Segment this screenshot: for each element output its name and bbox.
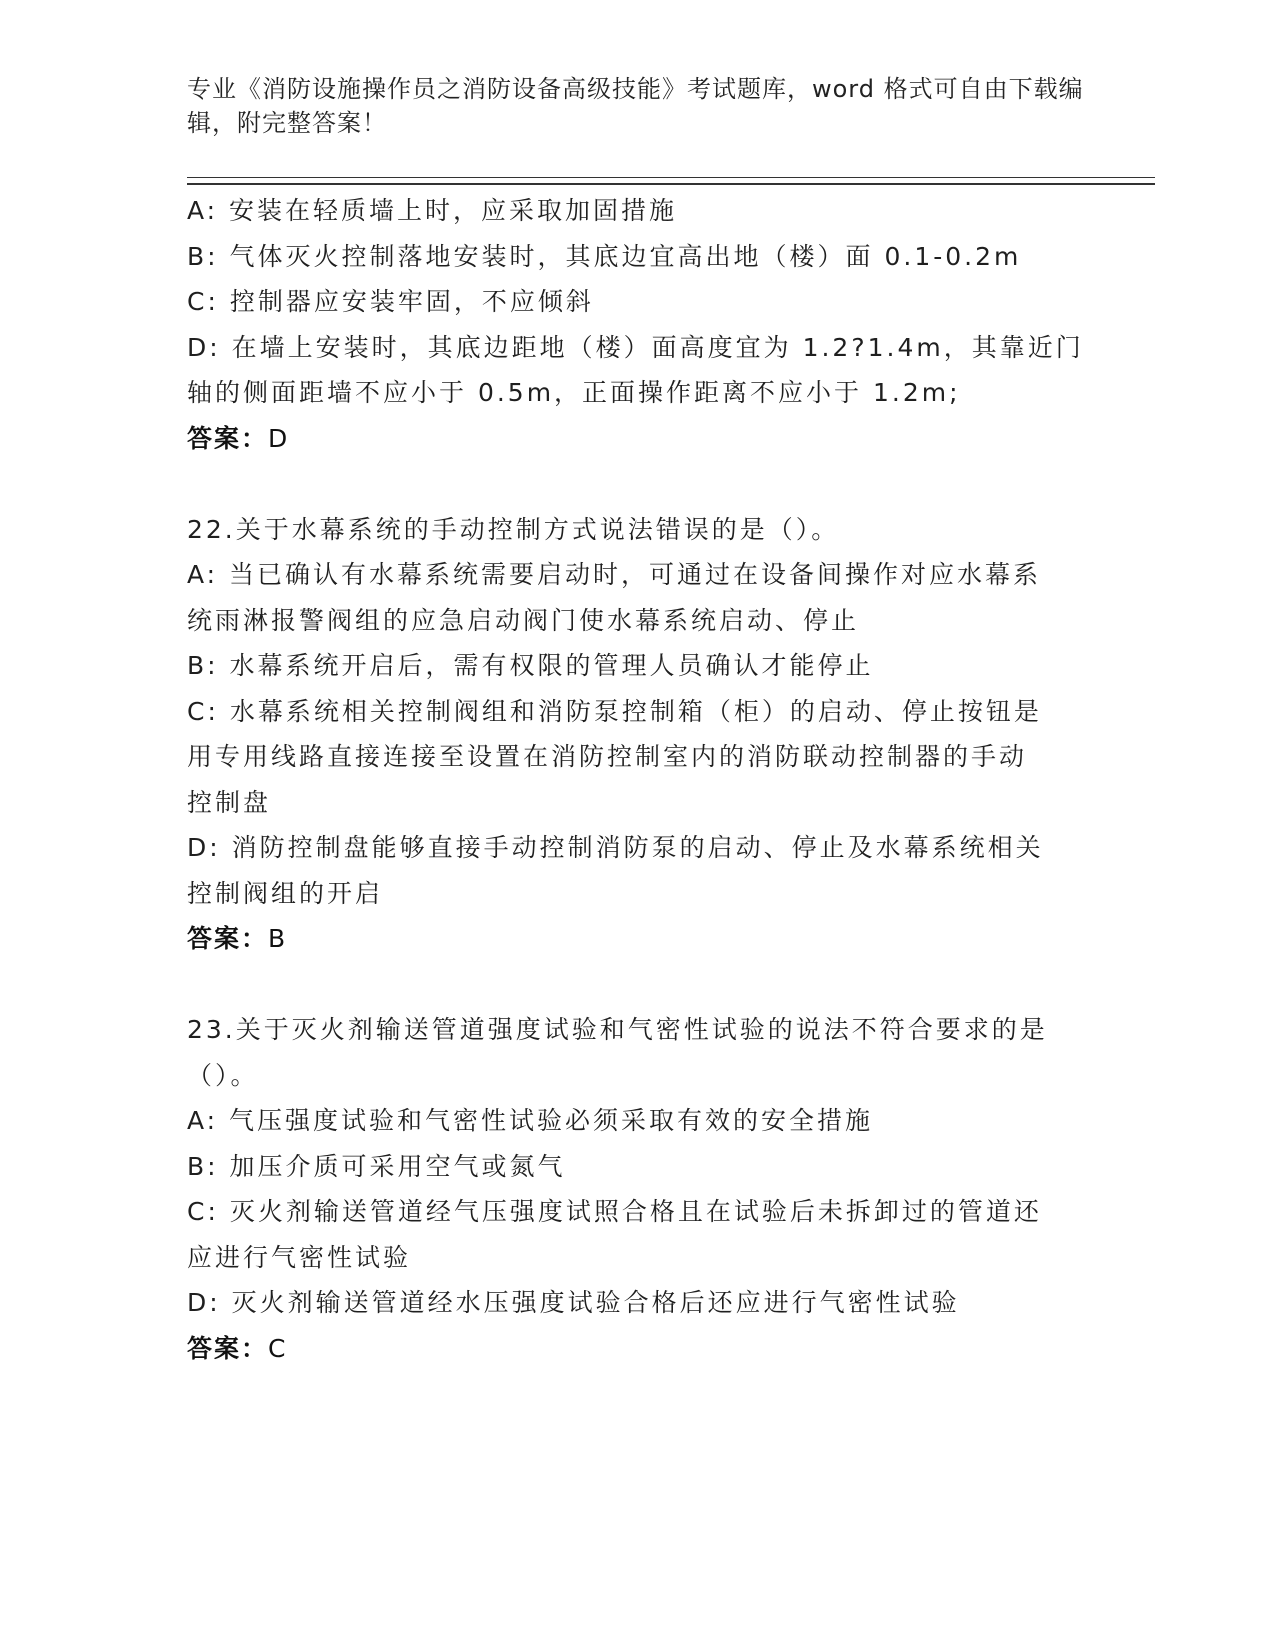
- document-body: [187, 188, 1087, 1371]
- answer: [187, 916, 1087, 962]
- option-c-continued: 应进行气密性试验: [187, 1242, 412, 1272]
- answer-label: 答案：: [187, 924, 269, 953]
- option-a: A: 当已确认有水幕系统需要启动时，可通过在设备间操作对应水幕系: [187, 560, 1042, 589]
- answer-value: D: [268, 423, 290, 453]
- option-b: B: 加压介质可采用空气或氮气: [187, 1151, 566, 1181]
- page-header: [187, 72, 1087, 140]
- option-a-continued: 统雨淋报警阀组的应急启动阀门使水幕系统启动、停止: [187, 605, 860, 635]
- answer-value: C: [268, 1333, 288, 1363]
- spacer: [187, 962, 1087, 1008]
- option-c-continued-2: 控制盘: [187, 787, 272, 817]
- answer: [187, 416, 1087, 462]
- option-d: D: 灭火剂输送管道经水压强度试验合格后还应进行气密性试验: [187, 1288, 960, 1317]
- question-text-continued: （）。: [187, 1060, 259, 1090]
- question-text: 23.关于灭火剂输送管道强度试验和气密性试验的说法不符合要求的是: [187, 1015, 1048, 1044]
- option-a: A: 安装在轻质墙上时，应采取加固措施: [187, 196, 678, 225]
- answer-label: 答案：: [187, 1333, 269, 1363]
- option-a: A: 气压强度试验和气密性试验必须采取有效的安全措施: [187, 1106, 874, 1135]
- question-block-22: [187, 507, 1087, 962]
- option-d-continued: 轴的侧面距墙不应小于 0.5m，正面操作距离不应小于 1.2m;: [187, 378, 961, 407]
- question-block-23: [187, 1007, 1087, 1371]
- answer: [187, 1326, 1087, 1372]
- option-b: B: 水幕系统开启后，需有权限的管理人员确认才能停止: [187, 651, 874, 680]
- header-line-1: 专业《消防设施操作员之消防设备高级技能》考试题库，word 格式可自由下载编: [187, 75, 1084, 103]
- option-d-continued: 控制阀组的开启: [187, 878, 384, 908]
- option-c-continued: 用专用线路直接连接至设置在消防控制室内的消防联动控制器的手动: [187, 742, 1028, 771]
- option-c: C: 控制器应安装牢固，不应倾斜: [187, 287, 594, 316]
- option-d: D: 消防控制盘能够直接手动控制消防泵的启动、停止及水幕系统相关: [187, 833, 1044, 862]
- option-d: D: 在墙上安装时，其底边距地（楼）面高度宜为 1.2?1.4m，其靠近门: [187, 332, 1084, 362]
- question-block-21: [187, 188, 1087, 461]
- option-b: B: 气体灭火控制落地安装时，其底边宜高出地（楼）面 0.1-0.2m: [187, 241, 1022, 271]
- header-divider: [187, 177, 1155, 185]
- option-c: C: 水幕系统相关控制阀组和消防泵控制箱（柜）的启动、停止按钮是: [187, 696, 1042, 726]
- header-line-2: 辑，附完整答案！: [187, 109, 387, 137]
- spacer: [187, 461, 1087, 507]
- answer-label: 答案：: [187, 423, 269, 453]
- answer-value: B: [268, 924, 288, 953]
- question-text: 22.关于水幕系统的手动控制方式说法错误的是（）。: [187, 514, 840, 544]
- option-c: C: 灭火剂输送管道经气压强度试照合格且在试验后未拆卸过的管道还: [187, 1197, 1042, 1226]
